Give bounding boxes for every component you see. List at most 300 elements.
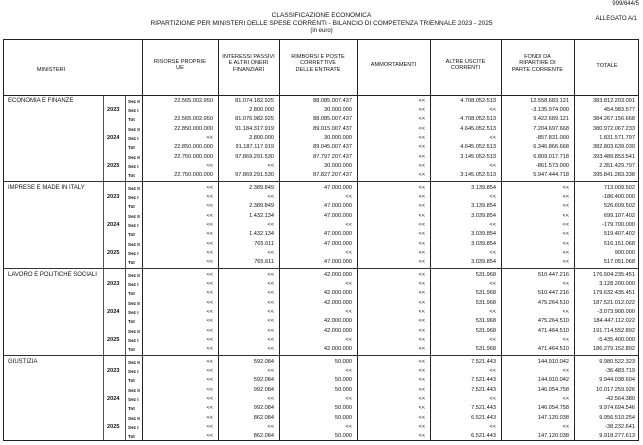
row-type: Sez II — [128, 300, 140, 306]
table-cell: << — [562, 424, 569, 430]
row-type: Tot — [128, 231, 135, 237]
table-cell: 50.000 — [334, 415, 352, 421]
document-code: 999/644/5 — [612, 1, 639, 7]
table-cell: 475.264.510 — [537, 300, 569, 306]
table-cell: 42.000.000 — [324, 328, 352, 334]
row-type: Tot — [128, 318, 135, 324]
table-cell: << — [418, 433, 425, 439]
table-cell: << — [206, 396, 213, 402]
table-cell: << — [418, 194, 425, 200]
table-cell: << — [418, 337, 425, 343]
row-type: Sez I — [128, 107, 139, 113]
table-cell: 1.432.134 — [249, 213, 274, 219]
row-type: Sez I — [128, 396, 139, 402]
table-cell: << — [345, 424, 352, 430]
table-cell: 91.184.317.919 — [235, 126, 274, 132]
table-cell: << — [345, 396, 352, 402]
table-cell: << — [206, 387, 213, 393]
row-type: Tot — [128, 172, 135, 178]
table-cell: << — [418, 250, 425, 256]
table-cell: << — [206, 213, 213, 219]
table-cell: 147.120.038 — [537, 415, 569, 421]
table-cell: << — [206, 203, 213, 209]
table-cell: << — [206, 290, 213, 296]
table-cell: 22.850.000.000 — [174, 126, 213, 132]
table-cell: 531.968 — [475, 290, 496, 296]
table-cell: -861.573.000 — [536, 163, 569, 169]
year-label: 2023 — [107, 281, 120, 287]
table-cell: << — [562, 396, 569, 402]
table-cell: << — [418, 290, 425, 296]
table-cell: 4.645.052.513 — [460, 126, 496, 132]
table-cell: 471.464.510 — [537, 328, 569, 334]
table-cell: -36.483.719 — [605, 368, 635, 374]
table-cell: 7.521.443 — [471, 359, 496, 365]
table-cell: 144.910.042 — [537, 359, 569, 365]
row-type: Sez II — [128, 213, 140, 219]
table-cell: << — [206, 185, 213, 191]
header-ministeri: MINISTERI — [36, 67, 66, 73]
table-cell: 47.000.000 — [324, 203, 352, 209]
table-cell: 191.714.552.892 — [593, 328, 635, 334]
table-cell: 510.447.216 — [537, 290, 569, 296]
table-cell: 3.039.854 — [471, 213, 496, 219]
table-cell: 50.000 — [334, 359, 352, 365]
table-cell: 531.968 — [475, 328, 496, 334]
table-cell: -186.400.000 — [602, 194, 635, 200]
table-cell: 42.000.000 — [324, 290, 352, 296]
table-cell: 2.389.849 — [249, 203, 274, 209]
table-cell: 50.000 — [334, 377, 352, 383]
table-cell: << — [418, 154, 425, 160]
table-cell: << — [206, 433, 213, 439]
table-cell: 97.869.291.530 — [235, 154, 274, 160]
table-cell: 380.972.067.233 — [593, 126, 635, 132]
table-cell: 22.750.000.000 — [174, 154, 213, 160]
table-cell: 4.708.052.513 — [460, 98, 496, 104]
row-type: Sez I — [128, 281, 139, 287]
row-type: Sez I — [128, 194, 139, 200]
table-cell: 47.000.000 — [324, 185, 352, 191]
row-type: Tot — [128, 290, 135, 296]
table-cell: << — [418, 259, 425, 265]
table-cell: << — [206, 281, 213, 287]
table-cell: << — [206, 405, 213, 411]
table-cell: 47.000.000 — [324, 213, 352, 219]
table-cell: 3.128.200.000 — [599, 281, 635, 287]
table-cell: 531.968 — [475, 346, 496, 352]
table-cell: 3.139.854 — [471, 203, 496, 209]
table-cell: 7.204.697.668 — [533, 126, 569, 132]
table-cell: << — [267, 222, 274, 228]
table-cell: << — [562, 368, 569, 374]
col-divider — [501, 40, 502, 440]
table-cell: << — [267, 194, 274, 200]
table-cell: 42.000.000 — [324, 272, 352, 278]
table-cell: << — [418, 163, 425, 169]
table-cell: 471.464.510 — [537, 346, 569, 352]
row-type: Sez I — [128, 135, 139, 141]
table-cell: << — [206, 250, 213, 256]
table-cell: << — [418, 185, 425, 191]
table-cell: 81.076.982.925 — [235, 116, 274, 122]
table-cell: 2.800.000 — [249, 107, 274, 113]
table-cell: -38.232.641 — [605, 424, 635, 430]
table-cell: << — [267, 396, 274, 402]
table-cell: << — [206, 272, 213, 278]
table-cell: 9.956.510.254 — [599, 415, 635, 421]
table-cell: << — [489, 368, 496, 374]
ministry-name: GIUSTIZIA — [8, 359, 38, 365]
table-cell: << — [562, 231, 569, 237]
table-cell: 50.000 — [334, 387, 352, 393]
table-cell: << — [206, 222, 213, 228]
table-cell: << — [267, 300, 274, 306]
table-cell: << — [206, 337, 213, 343]
table-cell: << — [418, 346, 425, 352]
table-cell: << — [489, 250, 496, 256]
table-cell: << — [562, 203, 569, 209]
table-cell: << — [562, 259, 569, 265]
table-cell: 22.750.000.000 — [174, 172, 213, 178]
table-cell: 146.054.758 — [537, 405, 569, 411]
document-unit: (in euro) — [310, 28, 333, 34]
table-cell: 87.827.207.437 — [313, 172, 352, 178]
table-cell: 6.521.443 — [471, 433, 496, 439]
table-cell: 179.632.435.451 — [593, 290, 635, 296]
table-cell: << — [267, 368, 274, 374]
table-cell: 393.489.853.541 — [593, 154, 635, 160]
year-label: 2024 — [107, 396, 120, 402]
table-cell: << — [418, 98, 425, 104]
table-cell: 765.611 — [254, 241, 274, 247]
table-cell: << — [206, 259, 213, 265]
row-type: Sez II — [128, 126, 140, 132]
row-type: Sez II — [128, 154, 140, 160]
year-label: 2023 — [107, 107, 120, 113]
row-type: Sez II — [128, 415, 140, 421]
table-cell: 475.264.510 — [537, 318, 569, 324]
table-cell: 87.797.207.437 — [313, 154, 352, 160]
row-type: Tot — [128, 144, 135, 150]
row-type: Sez II — [128, 98, 140, 104]
table-cell: 516.151.068 — [603, 241, 635, 247]
row-type: Sez I — [128, 309, 139, 315]
table-cell: 1.831.571.797 — [599, 135, 635, 141]
ministry-name: ECONOMIA E FINANZE — [8, 98, 74, 104]
table-cell: 47.000.000 — [324, 241, 352, 247]
table-cell: << — [418, 172, 425, 178]
table-cell: << — [206, 346, 213, 352]
table-cell: 42.000.000 — [324, 300, 352, 306]
table-cell: << — [418, 281, 425, 287]
table-cell: << — [345, 222, 352, 228]
table-cell: << — [489, 107, 496, 113]
table-cell: 186.279.152.892 — [593, 346, 635, 352]
table-cell: 3.039.854 — [471, 259, 496, 265]
table-cell: << — [418, 368, 425, 374]
year-label: 2023 — [107, 368, 120, 374]
table-cell: 900.000 — [614, 250, 635, 256]
table-cell: << — [489, 337, 496, 343]
table-cell: 7.521.443 — [471, 405, 496, 411]
table-cell: << — [562, 185, 569, 191]
table-cell: << — [418, 309, 425, 315]
table-cell: 862.084 — [253, 433, 274, 439]
table-cell: -42.564.380 — [605, 396, 635, 402]
table-cell: << — [418, 213, 425, 219]
table-cell: 47.000.000 — [324, 259, 352, 265]
table-cell: 4.645.052.513 — [460, 144, 496, 150]
header-ammortamenti: AMMORTAMENTI — [370, 62, 417, 68]
table-cell: << — [418, 241, 425, 247]
row-type: Sez I — [128, 222, 139, 228]
table-cell: 22.565.002.950 — [174, 98, 213, 104]
table-cell: << — [418, 377, 425, 383]
row-type: Sez I — [128, 337, 139, 343]
table-cell: 3.145.052.513 — [460, 172, 496, 178]
table-cell: 50.000 — [334, 405, 352, 411]
table-cell: 97.869.291.530 — [235, 172, 274, 178]
expenditure-table — [3, 39, 639, 441]
table-cell: << — [418, 231, 425, 237]
row-type: Tot — [128, 377, 135, 383]
table-cell: 22.850.000.000 — [174, 144, 213, 150]
table-cell: << — [418, 300, 425, 306]
table-cell: << — [489, 396, 496, 402]
table-cell: 531.968 — [475, 272, 496, 278]
table-cell: 454.983.577 — [603, 107, 635, 113]
table-cell: 147.120.038 — [537, 433, 569, 439]
col-divider — [574, 40, 575, 440]
row-type: Sez I — [128, 250, 139, 256]
header-divider — [4, 95, 638, 96]
table-cell: << — [418, 405, 425, 411]
row-type: Sez II — [128, 272, 140, 278]
table-cell: << — [562, 337, 569, 343]
table-cell: 7.521.443 — [471, 387, 496, 393]
table-cell: << — [489, 424, 496, 430]
table-cell: 4.708.052.513 — [460, 116, 496, 122]
table-cell: 992.084 — [253, 405, 274, 411]
table-cell: << — [418, 415, 425, 421]
table-cell: << — [562, 213, 569, 219]
table-cell: 9.944.038.604 — [599, 377, 635, 383]
table-cell: 510.447.216 — [537, 272, 569, 278]
table-cell: 88.085.007.437 — [313, 116, 352, 122]
table-cell: 6.809.017.718 — [533, 154, 569, 160]
col-divider — [142, 40, 143, 440]
table-cell: << — [206, 415, 213, 421]
table-cell: 30.000.000 — [324, 135, 352, 141]
table-cell: 6.521.443 — [471, 415, 496, 421]
table-cell: << — [206, 328, 213, 334]
table-cell: 992.084 — [253, 387, 274, 393]
row-type: Tot — [128, 405, 135, 411]
table-cell: << — [206, 300, 213, 306]
table-cell: << — [562, 309, 569, 315]
table-cell: << — [267, 281, 274, 287]
table-cell: 2.800.000 — [249, 135, 274, 141]
table-cell: 42.000.000 — [324, 346, 352, 352]
section-divider — [4, 355, 638, 356]
row-type: Sez I — [128, 424, 139, 430]
table-cell: 1.432.134 — [249, 231, 274, 237]
table-cell: << — [267, 163, 274, 169]
table-cell: 176.504.235.451 — [593, 272, 635, 278]
table-cell: << — [418, 424, 425, 430]
table-cell: 382.803.639.030 — [593, 144, 635, 150]
table-cell: -5.435.400.000 — [597, 337, 635, 343]
header-altre: ALTRE USCITE CORRENTI — [445, 59, 486, 72]
table-cell: 50.000 — [334, 433, 352, 439]
header-rimborsi: RIMBORSI E POSTE CORRETTIVE DELLE ENTRATE — [291, 54, 345, 73]
year-label: 2025 — [107, 424, 120, 430]
table-cell: << — [418, 387, 425, 393]
table-cell: << — [345, 337, 352, 343]
table-cell: 9.422.689.121 — [533, 116, 569, 122]
table-cell: << — [206, 135, 213, 141]
table-cell: << — [489, 163, 496, 169]
row-type: Sez II — [128, 387, 140, 393]
table-cell: << — [267, 346, 274, 352]
year-label: 2024 — [107, 135, 120, 141]
table-cell: 3.039.854 — [471, 241, 496, 247]
table-cell: << — [418, 359, 425, 365]
row-type: Sez I — [128, 163, 139, 169]
table-cell: << — [562, 241, 569, 247]
year-label: 2025 — [107, 250, 120, 256]
table-cell: 395.841.283.338 — [593, 172, 635, 178]
table-cell: 6.346.866.668 — [533, 144, 569, 150]
table-cell: 146.054.758 — [537, 387, 569, 393]
table-cell: 713.009.502 — [603, 185, 635, 191]
col-divider — [279, 40, 280, 440]
table-cell: 12.558.683.121 — [530, 98, 569, 104]
ministry-name: IMPRESE E MADE IN ITALY — [8, 185, 85, 191]
table-cell: << — [489, 194, 496, 200]
table-cell: 526.609.502 — [603, 203, 635, 209]
row-type: Sez II — [128, 359, 140, 365]
table-cell: 592.084 — [253, 359, 274, 365]
table-cell: 3.139.854 — [471, 185, 496, 191]
table-cell: 531.968 — [475, 300, 496, 306]
header-fondi: FONDI DA RIPARTIRE DI PARTE CORRENTE — [511, 54, 564, 73]
table-cell: << — [345, 368, 352, 374]
table-cell: << — [267, 309, 274, 315]
table-cell: << — [562, 281, 569, 287]
row-type: Tot — [128, 433, 135, 439]
section-divider — [4, 181, 638, 182]
table-cell: << — [418, 203, 425, 209]
table-cell: << — [206, 309, 213, 315]
table-cell: << — [418, 328, 425, 334]
table-cell: 517.051.068 — [603, 259, 635, 265]
section-divider — [4, 268, 638, 269]
table-cell: -857.831.000 — [536, 135, 569, 141]
document-title: CLASSIFICAZIONE ECONOMICA — [271, 12, 372, 19]
table-cell: << — [267, 250, 274, 256]
table-cell: 88.085.007.437 — [313, 98, 352, 104]
table-cell: << — [206, 318, 213, 324]
row-type: Sez II — [128, 185, 140, 191]
table-cell: 7.521.443 — [471, 377, 496, 383]
table-cell: << — [418, 116, 425, 122]
year-label: 2024 — [107, 309, 120, 315]
table-cell: 592.084 — [253, 377, 274, 383]
table-cell: 89.015.007.437 — [313, 126, 352, 132]
table-cell: << — [206, 377, 213, 383]
table-cell: << — [418, 144, 425, 150]
table-cell: 144.910.042 — [537, 377, 569, 383]
table-cell: 384.267.156.668 — [593, 116, 635, 122]
row-type: Tot — [128, 203, 135, 209]
table-cell: 3.039.854 — [471, 231, 496, 237]
year-label: 2025 — [107, 337, 120, 343]
table-cell: << — [267, 290, 274, 296]
table-cell: 862.084 — [253, 415, 274, 421]
table-cell: << — [206, 368, 213, 374]
table-cell: << — [345, 250, 352, 256]
header-totale: TOTALE — [596, 63, 618, 69]
table-cell: << — [267, 318, 274, 324]
table-cell: << — [562, 194, 569, 200]
table-cell: 30.000.000 — [324, 163, 352, 169]
year-label: 2025 — [107, 163, 120, 169]
table-cell: 89.045.007.437 — [313, 144, 352, 150]
table-cell: 699.107.402 — [603, 213, 635, 219]
document-subtitle: RIPARTIZIONE PER MINISTERI DELLE SPESE CORRENTI - BILANCIO DI COMPETENZA TRIENNALE 2023 - 2025 — [150, 20, 493, 27]
table-cell: 9.974.694.546 — [599, 405, 635, 411]
table-cell: 2.351.429.797 — [599, 163, 635, 169]
row-type: Sez II — [128, 241, 140, 247]
year-label: 2024 — [107, 222, 120, 228]
table-cell: 47.000.000 — [324, 231, 352, 237]
table-cell: 187.521.012.022 — [593, 300, 635, 306]
table-cell: << — [345, 281, 352, 287]
table-cell: << — [489, 135, 496, 141]
table-cell: << — [345, 194, 352, 200]
table-cell: << — [345, 309, 352, 315]
table-cell: 2.389.849 — [249, 185, 274, 191]
row-type: Tot — [128, 259, 135, 265]
col-divider — [430, 40, 431, 440]
table-cell: << — [418, 135, 425, 141]
table-cell: 81.074.182.925 — [235, 98, 274, 104]
row-type: Sez I — [128, 368, 139, 374]
col-divider — [357, 40, 358, 440]
table-cell: << — [267, 337, 274, 343]
table-cell: 9.918.277.613 — [599, 433, 635, 439]
table-cell: 3.145.052.513 — [460, 154, 496, 160]
table-cell: 42.000.000 — [324, 318, 352, 324]
table-cell: -3.073.900.000 — [597, 309, 635, 315]
table-cell: << — [267, 272, 274, 278]
table-cell: 383.812.203.091 — [593, 98, 635, 104]
year-label: 2023 — [107, 194, 120, 200]
table-cell: << — [489, 281, 496, 287]
row-type: Sez II — [128, 328, 140, 334]
table-cell: 765.611 — [254, 259, 274, 265]
table-cell: << — [206, 194, 213, 200]
table-cell: << — [206, 231, 213, 237]
table-cell: << — [418, 318, 425, 324]
table-cell: << — [206, 359, 213, 365]
col-divider — [218, 40, 219, 440]
table-cell: 91.187.117.919 — [235, 144, 274, 150]
table-cell: << — [489, 222, 496, 228]
table-cell: << — [562, 222, 569, 228]
